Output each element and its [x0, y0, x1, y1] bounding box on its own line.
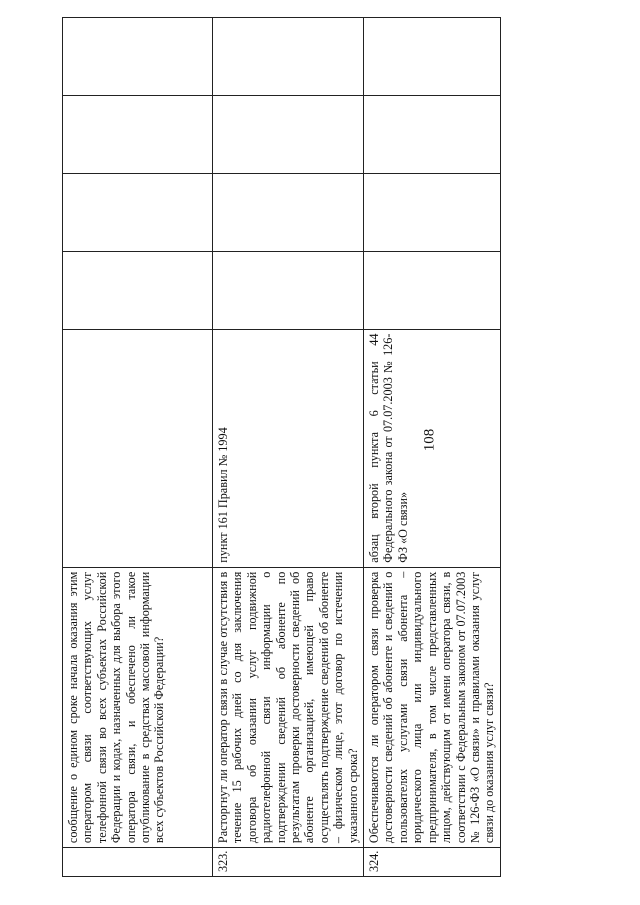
- answer-cell-no: [63, 173, 213, 251]
- answer-cell-na: [364, 95, 501, 173]
- answer-cell-yes: [213, 251, 364, 329]
- row-number: 323.: [213, 848, 364, 877]
- question-cell: Обеспечиваются ли оператором связи проверка достоверности сведений об абоненте и сведений о пользователях услугами связи абонента – юридического лица или индивидуального предпринимателя, в том числе представленных лицом, действующим от имени оператора связи, в соответствии с Федеральным законом от 07.07.2003 № 126-ФЗ «О связи» и правилами оказания услуг связи до оказания услуг связи?: [364, 567, 501, 847]
- reference-cell: абзац второй пункта 6 статьи 44 Федерального закона от 07.07.2003 № 126-ФЗ «О связи»: [364, 329, 501, 567]
- answer-cell-na: [213, 95, 364, 173]
- answer-cell-no: [213, 173, 364, 251]
- table-row: [63, 18, 213, 877]
- note-cell: [63, 18, 213, 96]
- reference-cell: [63, 329, 213, 567]
- table-row: [213, 18, 364, 877]
- note-cell: [364, 18, 501, 96]
- note-cell: [213, 18, 364, 96]
- question-cell: сообщение о едином сроке начала оказания этим оператором связи соответствующих услуг телефонной связи во всех субъектах Российской Федерации и кодах, назначенных для выбора этого оператора связи, и обеспечено ли такое опубликование в средствах массовой информации всех субъектов Российской Федерации?: [63, 567, 213, 847]
- answer-cell-yes: [63, 251, 213, 329]
- row-number: [63, 848, 213, 877]
- table-row: [364, 18, 501, 877]
- reference-cell: пункт 161 Правил № 1994: [213, 329, 364, 567]
- page-number: 108: [421, 428, 438, 452]
- checklist-table: [62, 17, 501, 877]
- row-number: 324.: [364, 848, 501, 877]
- answer-cell-na: [63, 95, 213, 173]
- question-cell: Расторгнут ли оператор связи в случае отсутствия в течение 15 рабочих дней со дня заключения договора об оказании услуг подвижной радиотелефонной связи информации о подтверждении сведений об абоненте по результатам проверки достоверности сведений об абоненте организацией, имеющей право осуществлять подтверждение сведений об абоненте – физическом лице, этот договор по истечении указанного срока?: [213, 567, 364, 847]
- answer-cell-yes: [364, 251, 501, 329]
- answer-cell-no: [364, 173, 501, 251]
